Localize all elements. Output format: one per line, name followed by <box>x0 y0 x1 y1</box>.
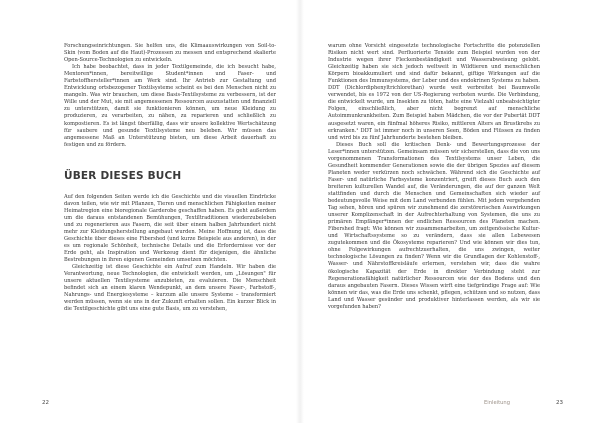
left-page-text <box>64 43 276 314</box>
body-paragraph: warum ohne Vorsicht eingesetzte technologische Fortschritte die potenziellen Risiken nicht wert sind. Perfluorierte Tenside zum Beispiel wurden von der Industrie wegen ihrer Fleckenbeständigkeit und Wasserabweisung gelobt. Gleichzeitig haben sie sich jedoch weltweit in Wildtieren und menschlichen Körpern bioakkumuliert und sind dafür bekannt, giftige Wirkungen auf die Funktionen des Immunsystems, der Leber und des endokrinen Systems zu haben. DDT (Dichlordiphenyltrichlorethan) wurde weit verbreitet bei Baumwolle verwendet, bis es 1972 von der US-Regierung verboten wurde. Die Verbindung, die entwickelt wurde, um Insekten zu töten, hatte eine Vielzahl unbeabsichtigter Folgen, einschließlich, aber nicht begrenzt auf menschliche Autoimmunkrankheiten. Zum Beispiel haben Mädchen, die vor der Pubertät DDT ausgesetzt waren, ein fünfmal höheres Risiko, mittleren Alters an Brustkrebs zu erkranken.¹ DDT ist immer noch in unseren Seen, Böden und Flüssen zu finden und wird bis zu fünf Jahrhunderte bestehen bleiben. <box>328 43 540 141</box>
body-paragraph: Forschungseinrichtungen. Sie helfen uns, die Klimaauswirkungen von Soil-to-Skin (vom Boden auf die Haut)-Prozessen zu messen und entsprechend skalierte Open-Source-Technologien zu entwickeln. <box>64 43 276 64</box>
body-paragraph: Gleichzeitig ist diese Geschichte ein Aufruf zum Handeln. Wir haben die Verantwortung, neue Technologien, die entwickelt werden, um „Lösungen" für unsere aktuellen Textilsysteme anzubieten, zu evaluieren. Die Menschheit befindet sich an einem klaren Wendepunkt, an dem unsere Faser-, Farbstoff-, Nahrungs- und Energiesysteme – kurzum alle unsere Systeme – transformiert werden müssen, wenn sie uns in der Zukunft erhalten sollen. Ein kurzer Blick in die Textilgeschichte gibt uns eine gute Basis, um zu verstehen, <box>64 264 276 313</box>
body-paragraph: Dieses Buch soll die kritischen Denk- und Bewertungsprozesse der Leser*innen unterstützen. Gemeinsam müssen wir sicherstellen, dass die von uns vorgenommenen Transformationen des Textilsystems unser Leben, die Gesundheit kommender Generationen sowie die der übrigen Spezies auf diesem Planeten weder verkürzen noch schwächen. Während sich die Geschichte auf Faser- und natürliche Farbsysteme konzentriert, greift dieses Buch auch den breiteren kulturellen Wandel auf, die Veränderungen, die auf der ganzen Welt stattfinden und durch die Menschen und Gemeinschaften sich wieder auf bedeutungsvolle Weise mit dem Land verbunden fühlen. Mit jedem vergehenden Tag sehen, hören und spüren wir zunehmend die zerstörerischen Auswirkungen unserer Komplizenschaft in der Aufrechterhaltung von Systemen, die uns zu primären Empfänger*innen der endlichen Ressourcen des Planeten machen. Fibershed fragt: Wie können wir zusammenarbeiten, um zeitgenössische Kultur- und Wirtschaftssysteme so zu verändern, dass sie allen Lebewesen zugutekommen und die Ökosysteme reparieren? Und wie können wir dies tun, ohne Folgewirkungen aufrechtzuerhalten, die uns zwingen, weiter technologische Lösungen zu finden? Wenn wir die Grundlagen der Kohlenstoff-, Wasser- und Nährstoffkreisläufe erlernen, verstehen wir, dass die wahre ökologische Kapazität der Erde in direkter Verbindung steht zur Regenerationsfähigkeit natürlicher Ressourcen wie der des Bodens und den daraus angebauten Fasern. Dieses Wissen wirft eine tiefgründige Frage auf: Wie können wir das, was die Erde uns schenkt, pflegen, schützen und so nutzen, dass Land und Wasser gesünder und produktiver hinterlassen werden, als wir sie vorgefunden haben? <box>328 141 540 310</box>
book-gutter <box>296 0 304 423</box>
page-number-left: 22 <box>42 400 49 406</box>
body-paragraph: Auf den folgenden Seiten werde ich die Geschichte und die visuellen Eindrücke davon teilen, wie wir mit Pflanzen, Tieren und menschlichen Fähigkeiten meiner Heimatregion eine bioregionale Garderobe geschaffen haben. Es geht außerdem um die daraus entstandenen Bemühungen, Textiltraditionen wiederzubeleben und zu regenerieren aus Fasern, die seit über einem halben Jahrhundert nicht mehr zur Kleidungsherstellung angebaut wurden. Meine Hoffnung ist, dass die Geschichte über dieses eine Fibershed (und kurze Beispiele aus anderen), in der es um regionale Schönheit, technische Details und die Erfordernisse vor der Erde geht, als Inspiration und Werkzeug dient für diejenigen, die ähnliche Bestrebungen in ihren eigenen Gemeinden umsetzen möchten. <box>64 193 276 264</box>
section-heading: ÜBER DIESES BUCH <box>64 169 182 182</box>
right-page-text <box>328 43 540 311</box>
body-paragraph: Ich habe beobachtet, dass in jeder Textilgemeinde, die ich besucht habe, Mentoren*innen, bereitwillige Student*innen und Faser- und Farbstoffhersteller*innen am Werk sind. Ihr Antrieb zur Gestaltung und Entwicklung ortsbezogener Textilsysteme scheint es bei den Menschen nicht zu mangeln. Was wir brauchen, um diese Basis-Textilsysteme zu verbessern, ist der Wille und der Mut, sie mit angemessenen Ressourcen auszustatten und finanziell zu unterstützen, damit sie funktionieren können, um neue Kleidung zu produzieren, zu verarbeiten, zu nähen, zu reparieren und schließlich zu kompostieren. Es ist längst überfällig, dass wir unsere kollektive Wertschätzung für saubere und gesunde Textilsysteme neu beleben. Wir müssen das angemessene Maß an Unterstützung bieten, um diese Arbeit dauerhaft zu festigen und zu fördern. <box>64 64 276 148</box>
page-number-right: 23 <box>556 400 563 406</box>
running-head: Einleitung <box>484 400 510 406</box>
